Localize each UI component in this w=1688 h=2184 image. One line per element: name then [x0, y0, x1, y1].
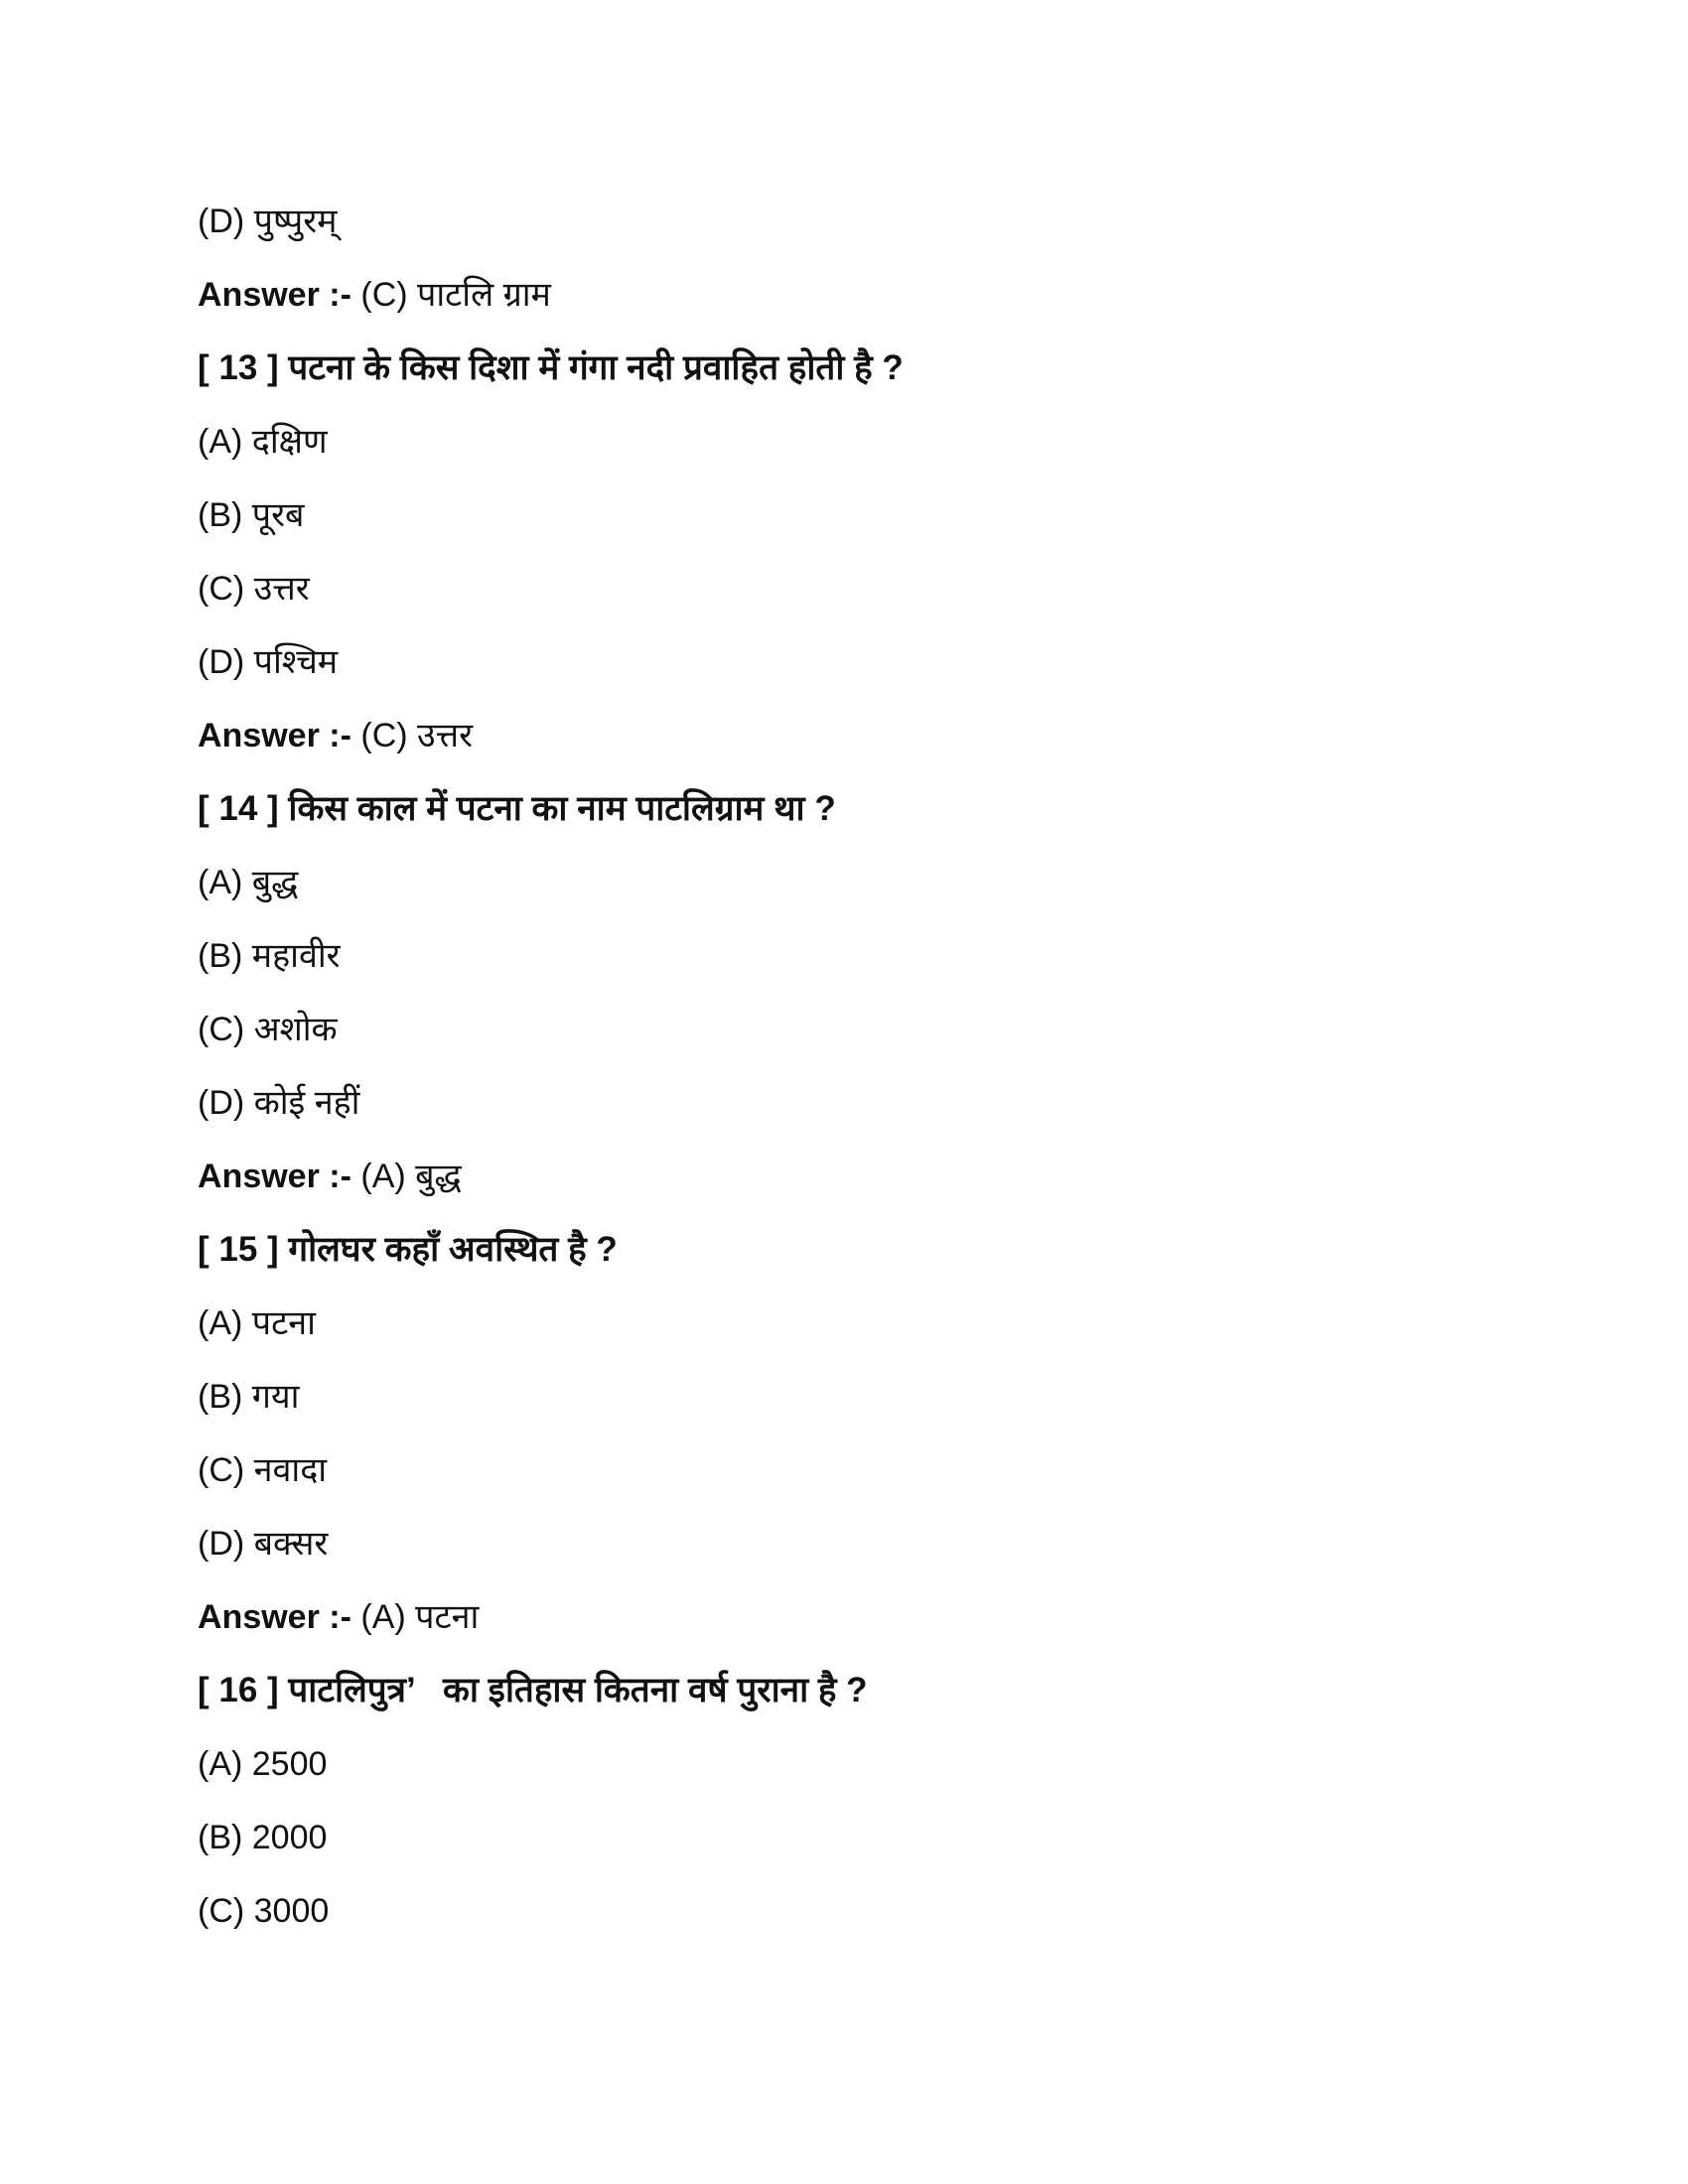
answer-label: Answer :- [198, 276, 352, 314]
option-item: (B) महावीर [198, 937, 341, 975]
option-item: (C) 3000 [198, 1892, 330, 1930]
option-item: (A) दक्षिण [198, 423, 328, 461]
answer-label: Answer :- [198, 1158, 352, 1195]
question-text: [ 14 ] किस काल में पटना का नाम पाटलिग्राम था ? [198, 789, 836, 828]
answer-label: Answer :- [198, 717, 352, 754]
question-text: [ 15 ] गोलघर कहाँ अवस्थित है ? [198, 1230, 618, 1269]
answer-label: Answer :- [198, 1598, 352, 1636]
option-item: (C) नवादा [198, 1451, 328, 1489]
option-item: (D) बक्सर [198, 1525, 329, 1563]
option-item: (A) 2500 [198, 1745, 328, 1783]
option-item: (C) अशोक [198, 1011, 338, 1048]
answer-value: (A) पटना [351, 1598, 480, 1636]
option-item: (A) पटना [198, 1304, 316, 1342]
answer-value: (C) उत्तर [351, 717, 474, 754]
option-item: (D) कोई नहीं [198, 1084, 360, 1122]
option-item: (C) उत्तर [198, 570, 310, 608]
answer-line [198, 699, 1488, 772]
answer-value: (A) बुद्ध [351, 1158, 462, 1195]
option-item: (B) 2000 [198, 1819, 328, 1856]
option-item: (D) पश्चिम [198, 643, 339, 681]
document-body [198, 185, 1488, 1948]
answer-line [198, 1140, 1488, 1213]
option-item: (B) पूरब [198, 496, 305, 534]
question-text: [ 16 ] पाटलिपुत्र’ का इतिहास कितना वर्ष पुराना है ? [198, 1671, 868, 1709]
answer-line [198, 258, 1488, 332]
answer-value: (C) पाटलि ग्राम [351, 276, 551, 314]
option-item: (A) बुद्ध [198, 864, 299, 901]
answer-line [198, 1580, 1488, 1654]
option-item: (B) गया [198, 1378, 300, 1416]
question-text: [ 13 ] पटना के किस दिशा में गंगा नदी प्रवाहित होती है ? [198, 348, 904, 387]
option-item: (D) पुष्पुरम् [198, 203, 338, 240]
